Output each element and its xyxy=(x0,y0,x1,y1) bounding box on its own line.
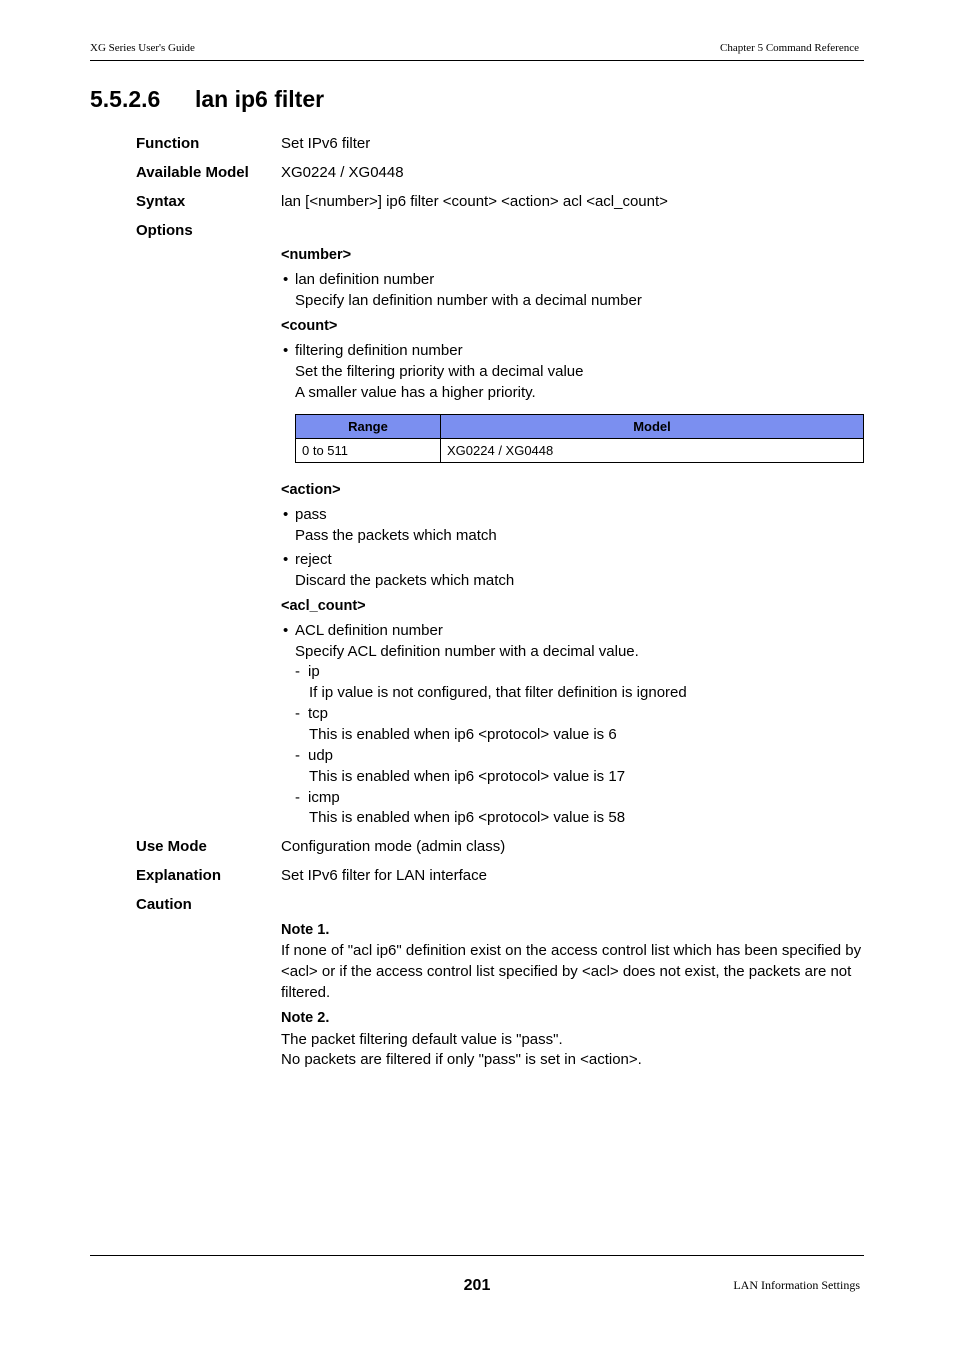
note1-heading: Note 1. xyxy=(281,922,330,938)
option-acl-count-bullet: • ACL definition number xyxy=(283,622,443,639)
syntax-label: Syntax xyxy=(136,193,186,210)
note2-line-2: No packets are filtered if only "pass" is set in <action>. xyxy=(281,1051,642,1068)
model-label: Available Model xyxy=(136,164,249,181)
acl-item-icmp: - icmp xyxy=(295,789,340,806)
option-count-heading: <count> xyxy=(281,318,338,334)
options-label: Options xyxy=(136,222,193,239)
model-value: XG0224 / XG0448 xyxy=(281,164,404,181)
note2-line-1: The packet filtering default value is "pass". xyxy=(281,1031,563,1048)
option-number-desc: Specify lan definition number with a decimal number xyxy=(295,292,642,309)
action-reject-bullet: • reject xyxy=(283,551,332,568)
footer-section: LAN Information Settings xyxy=(733,1278,860,1292)
option-number-heading: <number> xyxy=(281,247,352,263)
note2-heading: Note 2. xyxy=(281,1010,330,1026)
page-number: 201 xyxy=(463,1277,491,1294)
use-mode-value: Configuration mode (admin class) xyxy=(281,838,506,855)
syntax-value: lan [<number>] ip6 filter <count> <action> acl <acl_count> xyxy=(281,193,668,210)
function-value: Set IPv6 filter xyxy=(281,135,371,152)
acl-item-udp-name: udp xyxy=(308,747,334,764)
action-pass-desc: Pass the packets which match xyxy=(295,527,497,544)
header-doc-title: XG Series User's Guide xyxy=(90,42,195,54)
acl-item-tcp-name: tcp xyxy=(308,705,329,722)
option-action-heading: <action> xyxy=(281,482,341,498)
option-count-desc2: A smaller value has a higher priority. xyxy=(295,384,536,401)
acl-item-ip-name: ip xyxy=(308,663,320,680)
section-heading xyxy=(90,86,324,113)
action-reject-text: reject xyxy=(295,551,332,568)
range-table xyxy=(295,414,864,463)
option-count-desc1: Set the filtering priority with a decimal value xyxy=(295,363,584,380)
option-count-bullet: • filtering definition number xyxy=(283,342,463,359)
section-number: 5.5.2.6 xyxy=(90,86,161,112)
option-acl-count-heading: <acl_count> xyxy=(281,598,366,614)
acl-item-tcp-desc: This is enabled when ip6 <protocol> value is 6 xyxy=(309,726,617,743)
range-table-header-row xyxy=(296,415,864,439)
action-pass-text: pass xyxy=(295,506,327,523)
acl-item-tcp: - tcp xyxy=(295,705,329,722)
option-number-bullet: • lan definition number xyxy=(283,271,435,288)
acl-item-icmp-name: icmp xyxy=(308,789,340,806)
table-row xyxy=(296,439,864,463)
action-reject-desc: Discard the packets which match xyxy=(295,572,515,589)
option-acl-count-bullet-text: ACL definition number xyxy=(295,622,443,639)
caution-label: Caution xyxy=(136,896,192,913)
model-cell: XG0224 / XG0448 xyxy=(441,439,864,463)
range-column-header: Range xyxy=(296,415,441,439)
explanation-label: Explanation xyxy=(136,867,222,884)
model-column-header: Model xyxy=(441,415,864,439)
acl-item-udp: - udp xyxy=(295,747,334,764)
section-title: lan ip6 filter xyxy=(195,86,325,112)
use-mode-label: Use Mode xyxy=(136,838,207,855)
acl-item-udp-desc: This is enabled when ip6 <protocol> value is 17 xyxy=(309,768,626,785)
acl-item-ip-desc: If ip value is not configured, that filter definition is ignored xyxy=(309,684,687,701)
option-acl-count-desc: Specify ACL definition number with a decimal value. xyxy=(295,643,639,660)
header-chapter: Chapter 5 Command Reference xyxy=(720,42,859,54)
footer-rule xyxy=(90,1255,864,1256)
header-rule xyxy=(90,60,864,61)
note1-line-3: filtered. xyxy=(281,984,331,1001)
action-pass-bullet: • pass xyxy=(283,506,327,523)
acl-item-ip: - ip xyxy=(295,663,320,680)
note1-line-2: <acl> or if the access control list specified by <acl> does not exist, the packets are not xyxy=(281,963,852,980)
acl-item-icmp-desc: This is enabled when ip6 <protocol> value is 58 xyxy=(309,809,626,826)
note1-line-1: If none of "acl ip6" definition exist on the access control list which has been specified by xyxy=(281,942,862,959)
range-cell: 0 to 511 xyxy=(296,439,441,463)
explanation-value: Set IPv6 filter for LAN interface xyxy=(281,867,487,884)
function-label: Function xyxy=(136,135,200,152)
option-number-bullet-text: lan definition number xyxy=(295,271,435,288)
option-count-bullet-text: filtering definition number xyxy=(295,342,463,359)
